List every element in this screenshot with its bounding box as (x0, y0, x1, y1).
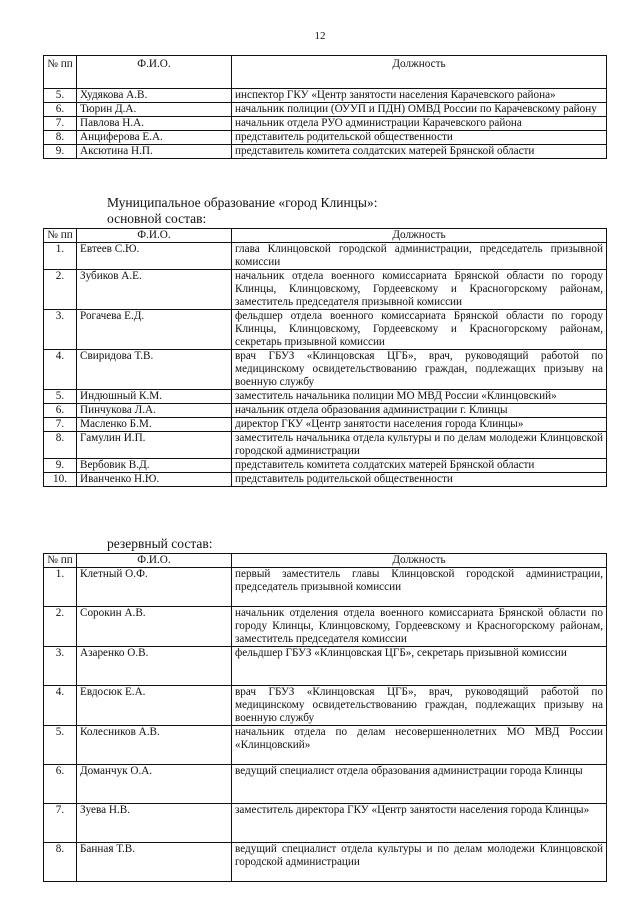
commission-table-klintsy-main (43, 228, 607, 487)
header-position: Должность (232, 554, 607, 568)
row-number: 10. (44, 473, 77, 487)
header-num: № пп (44, 56, 77, 89)
table-row (44, 131, 607, 145)
row-position: представитель родительской общественности (232, 131, 607, 145)
table-row (44, 310, 607, 350)
row-number: 5. (44, 89, 77, 103)
row-position: врач ГБУЗ «Клинцовская ЦГБ», врач, руководящий работой по медицинскому освидетельствованию граждан, подлежащих призыву на военную службу (232, 350, 607, 390)
table-header-row (44, 554, 607, 568)
row-position: заместитель начальника отдела культуры и по делам молодежи Клинцовской городской администрации (232, 432, 607, 459)
table-row (44, 270, 607, 310)
table-row (44, 243, 607, 270)
row-position: фельдшер отдела военного комиссариата Брянской области по городу Клинцы, Клинцовскому, Гордеевскому и Красногорскому районам, секретарь призывной комиссии (232, 310, 607, 350)
row-number: 7. (44, 418, 77, 432)
commission-table-karachev (43, 55, 607, 159)
row-number: 8. (44, 432, 77, 459)
page-number: 12 (314, 30, 326, 42)
table-header-row (44, 229, 607, 243)
row-number: 8. (44, 131, 77, 145)
table-row (44, 843, 607, 882)
table-row (44, 117, 607, 131)
row-position: заместитель начальника полиции МО МВД России «Клинцовский» (232, 390, 607, 404)
row-name: Павлова Н.А. (77, 117, 232, 131)
header-name: Ф.И.О. (77, 554, 232, 568)
row-position: врач ГБУЗ «Клинцовская ЦГБ», врач, руководящий работой по медицинскому освидетельствованию граждан, подлежащих призыву на военную службу (232, 686, 607, 726)
row-name: Сорокин А.В. (77, 607, 232, 647)
row-position: заместитель директора ГКУ «Центр занятости населения города Клинцы» (232, 804, 607, 843)
table-row (44, 145, 607, 159)
row-position: фельдшер ГБУЗ «Клинцовская ЦГБ», секретарь призывной комиссии (232, 647, 607, 686)
row-name: Рогачева Е.Д. (77, 310, 232, 350)
row-name: Анциферова Е.А. (77, 131, 232, 145)
row-name: Тюрин Д.А. (77, 103, 232, 117)
table-row (44, 418, 607, 432)
table-row (44, 804, 607, 843)
row-number: 6. (44, 765, 77, 804)
row-number: 7. (44, 804, 77, 843)
row-number: 9. (44, 459, 77, 473)
table-row (44, 647, 607, 686)
row-number: 5. (44, 390, 77, 404)
row-name: Индюшный К.М. (77, 390, 232, 404)
row-number: 8. (44, 843, 77, 882)
table-row (44, 568, 607, 607)
row-position: представитель родительской общественности (232, 473, 607, 487)
table-row (44, 686, 607, 726)
row-name: Масленко Б.М. (77, 418, 232, 432)
header-name: Ф.И.О. (77, 56, 232, 89)
row-number: 4. (44, 686, 77, 726)
row-position: ведущий специалист отдела культуры и по делам молодежи Клинцовской городской администрации (232, 843, 607, 882)
row-name: Клетный О.Ф. (77, 568, 232, 607)
table-row (44, 459, 607, 473)
row-name: Худякова А.В. (77, 89, 232, 103)
row-number: 3. (44, 647, 77, 686)
row-position: первый заместитель главы Клинцовской городской администрации, председатель призывной комиссии (232, 568, 607, 607)
row-name: Зуева Н.В. (77, 804, 232, 843)
row-number: 5. (44, 726, 77, 765)
row-position: начальник отделения отдела военного комиссариата Брянской области по городу Клинцы, Клинцовскому, Гордеевскому и Красногорскому районам, заместитель председателя комиссии (232, 607, 607, 647)
row-position: начальник отдела военного комиссариата Брянской области по городу Клинцы, Клинцовскому, Гордеевскому и Красногорскому районам, заместитель председателя призывной комиссии (232, 270, 607, 310)
row-name: Евдосюк Е.А. (77, 686, 232, 726)
row-name: Гамулин И.П. (77, 432, 232, 459)
header-num: № пп (44, 554, 77, 568)
row-number: 2. (44, 607, 77, 647)
section-label-main: основной состав: (107, 211, 207, 226)
table-row (44, 103, 607, 117)
row-name: Зубиков А.Е. (77, 270, 232, 310)
row-number: 6. (44, 404, 77, 418)
row-name: Аксютина Н.П. (77, 145, 232, 159)
header-position: Должность (232, 56, 607, 89)
table-row (44, 390, 607, 404)
table-row (44, 350, 607, 390)
row-position: начальник отдела по делам несовершеннолетних МО МВД России «Клинцовский» (232, 726, 607, 765)
table-row (44, 765, 607, 804)
row-number: 1. (44, 243, 77, 270)
row-number: 1. (44, 568, 77, 607)
header-name: Ф.И.О. (77, 229, 232, 243)
row-position: начальник полиции (ОУУП и ПДН) ОМВД России по Карачевскому району (232, 103, 607, 117)
row-number: 6. (44, 103, 77, 117)
row-position: представитель комитета солдатских матерей Брянской области (232, 459, 607, 473)
table-header-row (44, 56, 607, 89)
row-number: 7. (44, 117, 77, 131)
row-name: Вербовик В.Д. (77, 459, 232, 473)
row-name: Азаренко О.В. (77, 647, 232, 686)
row-number: 3. (44, 310, 77, 350)
commission-table-klintsy-reserve (43, 553, 607, 882)
row-number: 4. (44, 350, 77, 390)
table-row (44, 89, 607, 103)
row-name: Пинчукова Л.А. (77, 404, 232, 418)
row-name: Банная Т.В. (77, 843, 232, 882)
row-name: Колесников А.В. (77, 726, 232, 765)
row-position: представитель комитета солдатских матерей Брянской области (232, 145, 607, 159)
row-position: ведущий специалист отдела образования администрации города Клинцы (232, 765, 607, 804)
row-number: 9. (44, 145, 77, 159)
table-row (44, 404, 607, 418)
row-position: инспектор ГКУ «Центр занятости населения Карачевского района» (232, 89, 607, 103)
row-position: глава Клинцовской городской администрации, председатель призывной комиссии (232, 243, 607, 270)
row-name: Свиридова Т.В. (77, 350, 232, 390)
row-position: начальник отдела РУО администрации Карачевского района (232, 117, 607, 131)
header-position: Должность (232, 229, 607, 243)
row-name: Доманчук О.А. (77, 765, 232, 804)
table-row (44, 607, 607, 647)
section-title-klintsy: Муниципальное образование «город Клинцы»: (107, 195, 378, 210)
row-number: 2. (44, 270, 77, 310)
row-position: начальник отдела образования администрации г. Клинцы (232, 404, 607, 418)
row-name: Иванченко Н.Ю. (77, 473, 232, 487)
table-row (44, 726, 607, 765)
header-num: № пп (44, 229, 77, 243)
row-position: директор ГКУ «Центр занятости населения города Клинцы» (232, 418, 607, 432)
table-row (44, 432, 607, 459)
section-label-reserve: резервный состав: (107, 536, 213, 551)
row-name: Евтеев С.Ю. (77, 243, 232, 270)
table-row (44, 473, 607, 487)
